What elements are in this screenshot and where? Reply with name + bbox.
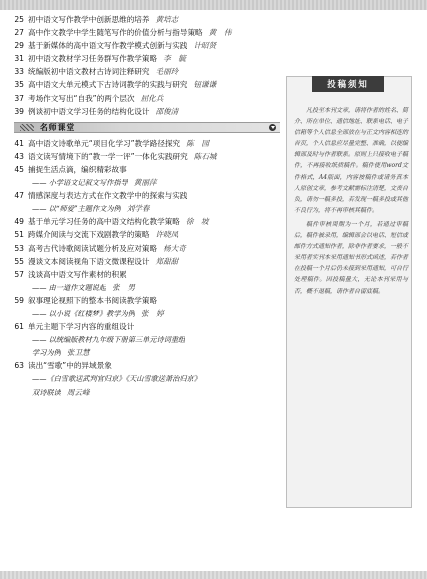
toc-author: 黄丽萍 (133, 178, 157, 188)
toc-author: 屈化兵 (140, 93, 164, 103)
toc-title: 高中作文教学中学生随笔写作的价值分析与指导策略 (28, 28, 203, 38)
toc-author: 刘学春 (126, 204, 150, 214)
toc-page-number: 37 (14, 93, 24, 103)
toc-page-number: 43 (14, 151, 24, 161)
section-title: 名师课堂 (40, 122, 76, 132)
toc-subtitle-row[interactable] (10, 307, 280, 320)
section-decoration (20, 124, 34, 131)
toc-subtitle-row[interactable] (10, 346, 280, 359)
toc-page-number: 47 (14, 191, 24, 201)
toc-page-number: 57 (14, 269, 24, 279)
toc-title: 例谈初中语文学习任务的结构化设计 (28, 106, 150, 116)
toc-title: 浅谈高中语文写作素材的积累 (28, 269, 127, 279)
toc-author: 陈石城 (193, 151, 217, 161)
toc-title: 语文读写情境下的“教一学一评”一体化实践研究 (28, 151, 188, 161)
toc-title: 高考古代诗歌阅读试题分析及应对策略 (28, 243, 158, 253)
toc-entry[interactable] (10, 228, 280, 241)
toc-entry[interactable] (10, 39, 280, 52)
toc-entry[interactable] (10, 26, 280, 39)
toc-page-number: 33 (14, 67, 24, 77)
toc-author: 黄 伟 (208, 28, 232, 38)
toc-page-number: 25 (14, 15, 24, 24)
toc-page-number: 27 (14, 28, 24, 38)
toc-title: 高中语文诗歌单元“项目化学习”教学路径探究 (28, 138, 181, 148)
toc-title: 漫谈文本阅读视角下语文微课程设计 (28, 256, 150, 266)
toc-title: 考场作文写出“自我”的两个层次 (28, 93, 135, 103)
toc-author: 张卫慧 (66, 348, 90, 358)
toc-subtitle-row[interactable] (10, 176, 280, 189)
toc-entry[interactable] (10, 92, 280, 105)
toc-title: ——《白雪歌送武判官归京》《天山雪歌送萧治归京》 (32, 374, 201, 384)
toc-title: 初中语文教材学习任务群写作教学策略 (28, 54, 158, 64)
toc-title: —— 以统编版教材九年级下册第三单元诗词重组 (32, 335, 186, 345)
toc-entry[interactable] (10, 137, 280, 150)
toc-entry[interactable] (10, 65, 280, 78)
notice-paragraph: 凡投至本刊文章，请将作者的姓名、简介、所在单位、通信地址、联系电话、电子信箱等个人信息全部放在与正文内容相连的首页，个人信息应尽量完整、准确，以便编辑部及时与作者联系。原则上只接收电子稿件，不再接收纸质稿件。稿件使用word文件格式，A4版面，内容按稿件或请务真本人原创文章，参考文献需标注清楚，文责自负，请勿一稿多投，若发现一稿多投或其他不良行为，将不再审核其稿件。 (294, 107, 409, 214)
toc-page-number: 61 (14, 322, 24, 332)
toc-page-number: 29 (14, 41, 24, 51)
toc-title: —— 小学语文记叙文写作指导 (32, 178, 128, 188)
toc-entry[interactable] (10, 150, 280, 163)
toc-author: 钮谦谦 (193, 80, 217, 90)
toc-entry[interactable] (10, 78, 280, 91)
toc-entry[interactable] (10, 13, 280, 26)
toc-page-number: 49 (14, 217, 24, 227)
toc-subtitle-row[interactable] (10, 281, 280, 294)
toc-entry[interactable] (10, 105, 280, 118)
toc-title: 叙事理论视照下的整本书阅读教学策略 (28, 295, 158, 305)
toc-title: —— 以小说《红楼梦》教学为例 (32, 308, 135, 318)
toc-entry[interactable] (10, 359, 280, 372)
notice-paragraph: 稿件审核周期为一个月，若通过审稿后，稿件被录用，编辑部会以电话、短信或邮件方式通知作者，除非作者要求，一般不采用者实刊本采用通知书形式函述，若作者在投稿一个月后仍未接到采用通知，可自行处理稿件。因投稿量大，无论本刊采用与否，概不退稿，请作者自留底稿。 (294, 220, 409, 295)
bottom-decorative-band (0, 571, 427, 579)
toc-title: 跨媒介阅读与交流下戏剧教学的策略 (28, 230, 150, 240)
toc-page-number: 41 (14, 138, 24, 148)
toc-title: —— 以“师爱”主题作文为例 (32, 204, 121, 214)
toc-bottom-list (10, 137, 280, 399)
toc-entry[interactable] (10, 294, 280, 307)
toc-entry[interactable] (10, 242, 280, 255)
toc-author: 徐 坡 (185, 217, 209, 227)
toc-title: 捕捉生活点滴，编织精彩故事 (28, 164, 127, 174)
toc-title: 统编版初中语文教材古诗词注释研究 (28, 67, 150, 77)
toc-page-number: 53 (14, 243, 24, 253)
toc-entry[interactable] (10, 320, 280, 333)
toc-page-number: 55 (14, 256, 24, 266)
toc-author: 张 男 (112, 282, 135, 292)
toc-subtitle-row[interactable] (10, 202, 280, 215)
toc-author: 黄培志 (155, 15, 179, 24)
section-arrow-icon (269, 124, 276, 131)
toc-title: 读出“雪歌”中的异域景象 (28, 361, 112, 371)
top-decorative-band (0, 0, 427, 10)
submission-notice-box (286, 76, 412, 508)
toc-author: 李 毓 (163, 54, 186, 64)
toc-author: 许晓凤 (155, 230, 179, 240)
toc-title: 学习为例 (32, 348, 61, 358)
toc-subtitle-row[interactable] (10, 333, 280, 346)
submission-notice-title: 投稿须知 (312, 76, 384, 92)
toc-entry[interactable] (10, 215, 280, 228)
table-of-contents (10, 13, 280, 399)
submission-notice-body (294, 105, 408, 300)
toc-page-number: 35 (14, 80, 24, 90)
toc-entry[interactable] (10, 189, 280, 202)
toc-author: 计昭贤 (193, 41, 217, 51)
toc-title: 基于单元学习任务的高中语文结构化教学策略 (28, 217, 180, 227)
toc-subtitle-row[interactable] (10, 386, 280, 399)
toc-title: —— 由一道作文题说起 (32, 282, 107, 292)
toc-title: 单元主题下学习内容的重组设计 (28, 322, 135, 332)
toc-page-number: 45 (14, 164, 24, 174)
toc-author: 杨大奇 (163, 243, 186, 253)
toc-page-number: 39 (14, 106, 24, 116)
toc-page-number: 59 (14, 295, 24, 305)
toc-author: 郑甜甜 (155, 256, 179, 266)
toc-page-number: 31 (14, 54, 24, 64)
toc-author: 周云峰 (66, 387, 90, 397)
toc-page-number: 51 (14, 230, 24, 240)
toc-title: 情感深度与表达方式在作文教学中的探索与实践 (28, 191, 188, 201)
toc-author: 毛丽玲 (155, 67, 179, 77)
toc-entry[interactable] (10, 268, 280, 281)
toc-subtitle-row[interactable] (10, 372, 280, 385)
toc-entry[interactable] (10, 52, 280, 65)
toc-title: 高中语文大单元模式下古诗词教学的实践与研究 (28, 80, 188, 90)
toc-entry[interactable] (10, 255, 280, 268)
toc-page-number: 63 (14, 361, 24, 371)
toc-entry[interactable] (10, 163, 280, 176)
toc-author: 邵俊清 (155, 106, 179, 116)
section-header-bar (14, 122, 280, 133)
toc-author: 张 婷 (140, 308, 164, 318)
toc-top-list (10, 13, 280, 118)
toc-author: 陈 园 (186, 138, 209, 148)
toc-title: 初中语文写作教学中创新思维的培养 (28, 15, 150, 24)
toc-title: 基于新媒体的高中语文写作教学模式创新与实践 (28, 41, 188, 51)
toc-title: 双诗联读 (32, 387, 61, 397)
